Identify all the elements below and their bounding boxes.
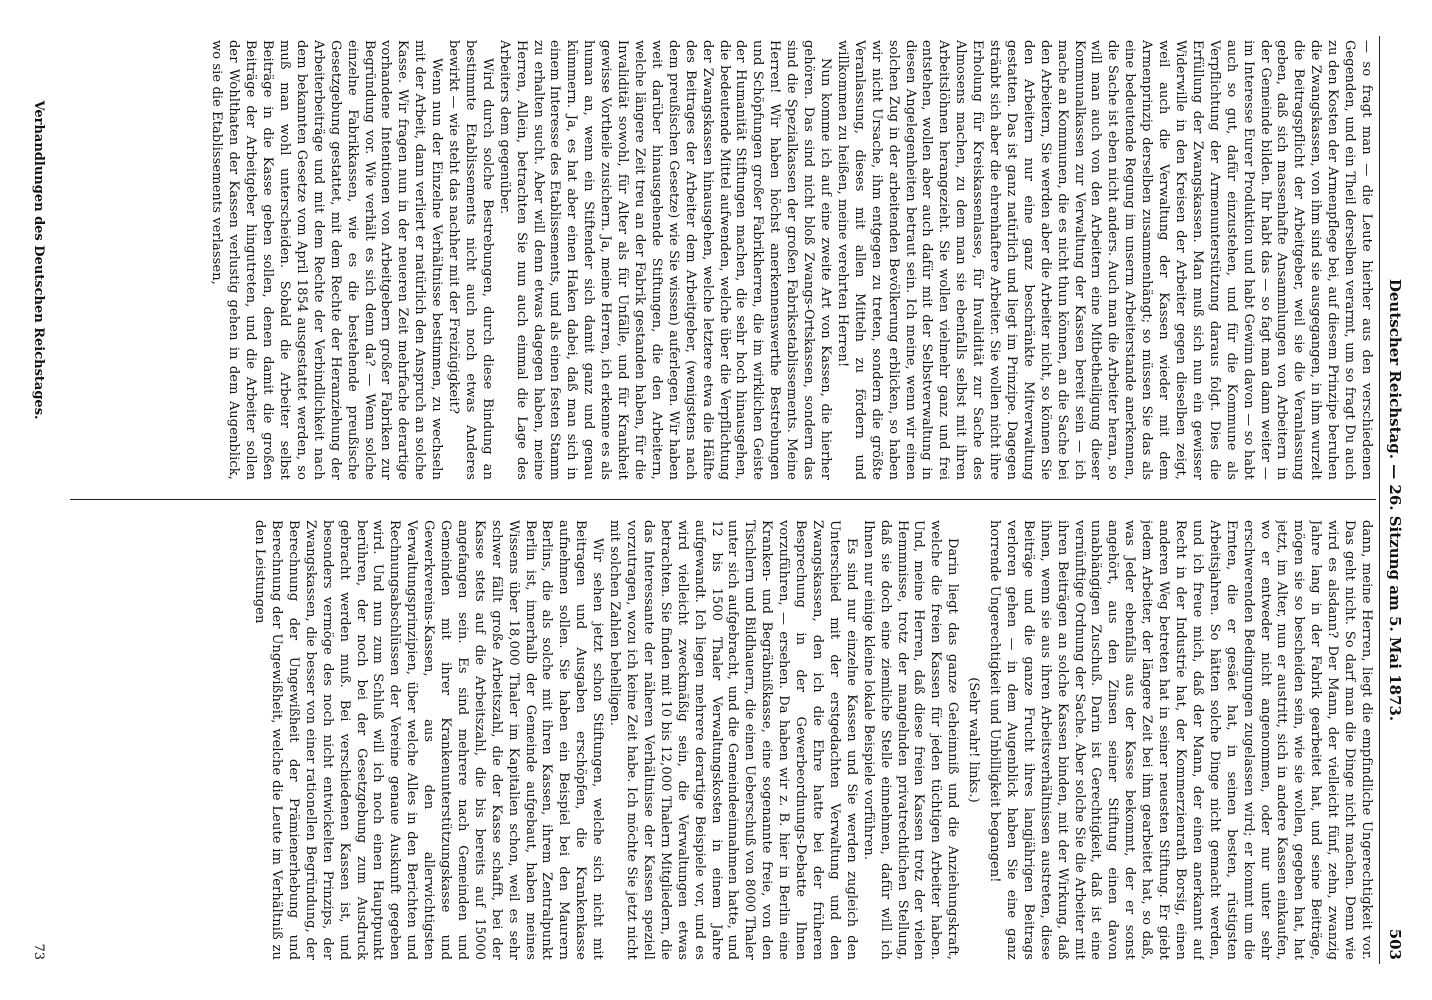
sheet-number: 73: [31, 943, 46, 960]
sheet-signature: Verhandlungen des Deutschen Reichstages.: [31, 100, 46, 420]
paragraph: Es sind nur einzelne Kassen und Sie werden zugleich den Unterschied mit der erstgedachten Verwaltung und den Zwangskassen, den ich die Ehre hatte bei der früheren Besprechung in der Gewerbeordnungs-Debatte Ihnen vorzuführen, — ersehen. Da haben wir z. B. hier in Berlin eine Kranken- und Begräbnißkasse, eine sogenannte freie, von den Tischlern und Bildhauern, die einen Ueberschuß von 8000 Thaler unter sich aufgebracht, und die Gemeindeeinnahmen hatte, und 12 bis 1500 Thaler Verwaltungskosten in einem Jahre aufgewandt. Ich liegen mehrere derartige Beispiele vor, und es wird vielleicht zweckmäßig sein, die Verwaltungen etwas betrachten. Sie finden mit 10 bis 12,000 Thalern Mitgliedern, die das Interessante der näheren Verhältnisse der Kassen speziell vorzutragen, wozu ich keine Zeit habe. Ich möchte Sie jetzt nicht mit solchen Zahlen behelligen.: [607, 520, 859, 960]
paragraph: Wenn nun der Einzelne Verhältnisse bestimmen, zu wechseln mit der Arbeit, dann verliert er natürlich den Anspruch an solche Kasse. Wir fragen nun in der neueren Zeit mehrfache derartige vorhandene Intentionen von Arbeitgebern großer Fabriken zur Begründung vor. Wie verhält es sich denn da? — Wenn solche einzelne Fabrikkassen, wie es die bestehende preußische Gesetzgebung gestattet, mit dem Rechte der Heranziehung der Arbeiterbeiträge und mit dem Rechte der Verbindlichkeit nach dem bekannten Gesetze vom April 1854 ausgestattet werden, so muß man wohl unterscheiden. Sobald die Arbeiter selbst Beiträge in die Kasse geben sollen, denen damit die großen Beiträge der Arbeitgeber hingutreten, und die Arbeiter sollen der Wohlthaten der Kassen verlustig gehen in dem Augenblick, wo sie die Etablissements verlassen,: [209, 40, 445, 480]
right-column: [66, 520, 1374, 960]
running-title: Deutscher Reichstag. — 26. Sitzung am 5. Mai 1873.: [1386, 278, 1404, 722]
page-header: [1384, 40, 1404, 960]
paragraph: Nun komme ich auf eine zweite Art von Kassen, die hierher gehören. Das sind nicht bloß Zwangs-Ortskassen, sondern das sind die Spezialkassen der großen Fabriksetablissements. Meine Herren! Wir haben höchst anerkennenswerthe Bestrebungen und Schöpfungen großer Fabrikherren, die im wirklichen Geiste der Humanität Stiftungen machen, die sehr hoch hinausgehen, die bedeutende Mittel aufwenden, welche über die Verpflichtung der Zwangskassen hinausgehen, welche letztere etwa die Hälfte des Beitrages der Arbeiter dem Arbeitgeber, (wenigstens nach dem preußischen Gesetze) wie Sie wissen) auferlegen. Wir haben weit darüber hinausgehende Stiftungen, die den Arbeitern, welche längere Zeit treu an der Fabrik gestanden haben, für die Invalidität sowohl, für Alter als für Unfälle, und für Krankheit gewisse Vortheile zusichern. Ja, meine Herren, ich erkenne es als human an, wenn ein Stiftender sich damit ganz und genau kümmern. Ja, es hat aber einen Haken dabei, daß man sich in einem Interesse des Etablissements, und als einen festen Stamm zu erhalten sucht. Aber will denn etwas dagegen haben, meine Herren, Allein, betrachten Sie nun auch einmal die Lage des Arbeiters dem gegenüber.: [496, 40, 833, 480]
paragraph: Darin liegt das ganze Geheimniß und die Anziehungskraft, welche die freien Kassen für jeden tüchtigen Arbeiter haben. Und, meine Herren, daß diese freien Kassen trotz der vielen Hemmnisse, trotz der mangelnden privatrechtlichen Stellung, daß sie doch eine ziemliche Stelle einnehmen, dafür will ich Ihnen nur einige kleine lokale Beispiele vorführen.: [860, 520, 961, 960]
page-footer: [26, 40, 46, 960]
paragraph: Wir sehen jetzt schon Stiftungen, welche sich nicht mit Beitragen und Ausgaben erschöpfen, die Krankenkasse aufnehmen sollen. Sie haben ein Beispiel bei den Maurern Berlins, die als solche mit ihren Kassen, ihrem Zentralpunkt Berlin ist, innerhalb der Gemeinde aufgebaut, haben meines Wissens über 18,000 Thaler im Kapitalien schon, weil es sehr schwer fällt große Arbeitszahl, die der Kasse schafft, bei der Kasse stets auf die Arbeitszahl, die bis bereits auf 15000 angefangen sein. Es sind mehrere nach Gemeinden und Gemeinden mit ihrer Krankenunterstützungskasse und Gewerkvereins-Kassen, aus den allerwichtigsten Verwaltungsprinzipien, über welche Alles in den Berichten und Rechnungsabschlüssen der Vereine genaue Auskunft gegeben wird. Und nun zum Schluß will ich noch einen Hauptpunkt berühren, der noch bei der Gesetzgebung zum Ausdruck gebracht werden muß. Bei verschiedenen Kassen ist, und besonders vermöge des noch nicht entwickelten Prinzips, der Zwangskassen, die besser von einer rationellen Begründung, der Berechnung der Ungewißheit der Prämienerhebung und Berechnung der Ungewißheit, welche die Leute im Verhältniß zu den Leistungen: [252, 520, 606, 960]
paragraph: dann, meine Herren, liegt die empfindliche Ungerechtigkeit vor. Das geht nicht. So darf man die Dinge nicht machen. Denn wie wird es alsdann? Der Mann, der vielleicht fünf, zehn, zwanzig Jahre lang in der Fabrik gearbeitet hat, und seine Beiträge, mögen sie so bescheiden sein, wie sie wollen, gegeben hat, hat jetzt, im Alter, nun er austritt, sich in andere Kassen einkaufen, wo er entweder nicht angenommen, oder nur unter sehr erschwerenden Bedingungen zugelassen wird; er kommt um die Ernten, die er gesäet hat, in seinen besten, rüstigsten Arbeitsjahren. So hätten solche Dinge nicht gemacht werden, und ich freue mich, daß der Mann, der einen anerkannt auf Recht in der Industrie hat, der Kommerzienrath Borsig, einen anderen Weg betreten hat in seiner neuesten Stiftung. Er giebt jedem Arbeiter, der längere Zeit bei ihm gearbeitet hat, so daß, was Jeder ebenfalls aus der Kasse bekommt, der er sonst angehört, aus den Zinsen seiner Stiftung einen davon unabhängigen Zuschuß. Darin ist Gerechtigkeit, daß ist eine vernünftige Ordnung der Sache. Aber solche Sie die Arbeiter mit ihren Beiträgen an solche Kassen binden, mit der Wirkung, daß ihnen, wenn sie aus ihren Arbeitsverhältnissen austreten, diese Beiträge und die ganze Frucht ihres langjährigen Beitrags verloren gehen — in dem Augenblick haben Sie eine ganz horrende Ungerechtigkeit und Unbilligkeit begangen!: [987, 520, 1374, 960]
interjection: (Sehr wahr! links.): [966, 677, 982, 803]
paragraph: Wird durch solche Bestrebungen, durch diese Bindung an bestimmte Etablissements nicht auch noch etwas Anderes bewirkt — wie steht das nachher mit der Freizügigkeit?: [446, 40, 495, 480]
header-rule: [1379, 36, 1380, 964]
left-column: [66, 40, 1374, 480]
column-divider: [70, 499, 1376, 500]
page-number: 503: [1386, 928, 1404, 960]
paragraph: — so fragt man — die Leute hierher aus den verschiedenen Gegenden, und ein Theil derselben verarmt, um so fragt Du auch zu den Kosten der Armenpflege bei, auf diesem Prinzipe beruhen die Zwangskassen, von ihm sind sie ausgegangen, in ihm wurzelt die Beitragspflicht der Arbeitgeber, weil sie die Veranlassung geben, daß sich massenhafte Ansammlungen von Arbeitern in der Gemeinde bilden. Ihr habt das — so fagt man dann weiter — im Interesse Eurer Produktion und habt Gewinn davon — so habt auch so gut, dafür einzustehen, und für die Kommune als Verpflichtung der Armenunterstützung daraus folgt. Dies die Erfüllung der Zwangskassen. Man muß sich nun ein gewisser Widerwille in den Kreisen der Arbeiter gegen dieselben zeigt, weil auch die Verwaltung der Kassen wieder mit dem Armenprinzip derselben zusammenhängt; so müssen Sie das als eine bedeutende Regung im unserm Arbeiterstande anerkennen, die Sache ist eben nicht anders. Auch man die Arbeiter heran, so will man auch von den Arbeitern eine Mitbetheiligung dieser Kommunalkassen zur Verwaltung der Kassen bereit sein — ich mache an Kommunen, die es nicht thun können, an die Sache bei den Arbeitern, Sie werden aber die Arbeiter nicht, so können Sie den Arbeitern nur eine ganz beschränkte Mitverwaltung gestatten. Das ist ganz natürlich und liegt im Prinzipe. Dagegen stränbt sich aber die ehrenhaftere Arbeiter. Sie wollen nicht ihre Erholung für Kreiskassenlasse, für Invalidität zur Sache des Almosens machen, zu dem man sie ebenfalls selbst mit ihren Arbeitslöhnen herangezieht. Sie wollen vielmehr ganz und frei entstehen, wollen aber auch dafür mit der Selbstverwaltung in diesen Angelegenheiten betraut sein. Ich meine, wenn wir einen solchen Zug in der arbeitenden Bevölkerung erblicken, so haben wir nicht Ursache, ihm entgegen zu treten, sondern die größte Veranlassung, dieses mit allen Mitteln zu fördern und willkommen zu heißen, meine verehrten Herren!: [834, 40, 1374, 480]
